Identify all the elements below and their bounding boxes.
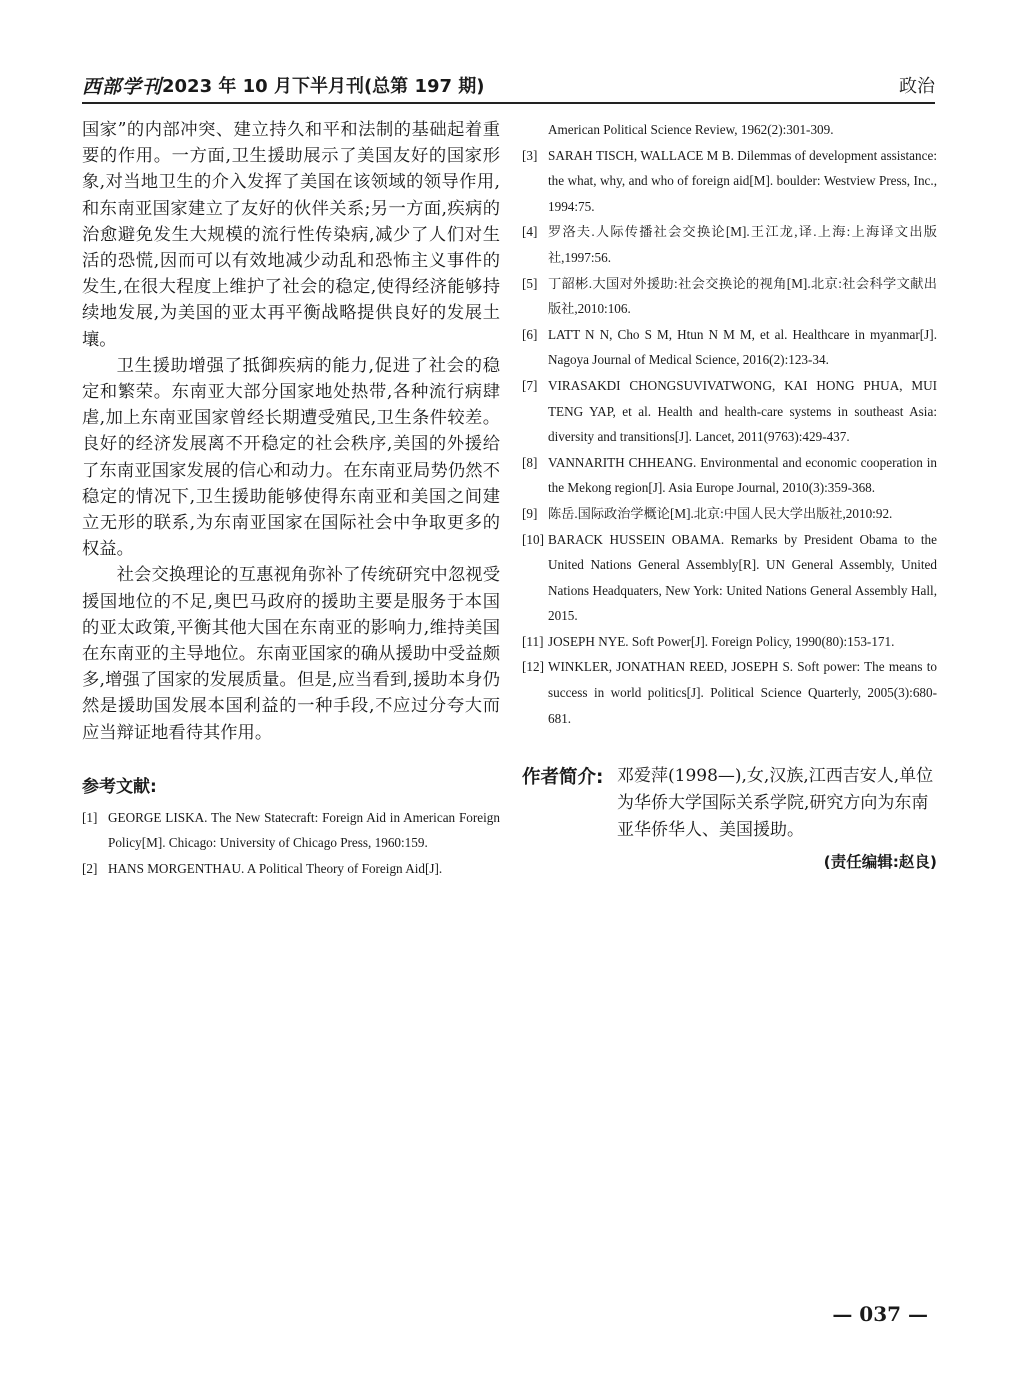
reference-number: [4] (522, 224, 538, 240)
reference-continuation (522, 117, 937, 143)
reference-item (522, 629, 937, 655)
reference-item (522, 654, 937, 731)
reference-text: HANS MORGENTHAU. A Political Theory of Foreign Aid[J]. (108, 861, 443, 877)
reference-number: [1] (82, 809, 98, 825)
journal-logo: 西部学刊 (82, 76, 163, 98)
reference-item (522, 271, 937, 322)
reference-number: [9] (522, 505, 538, 521)
reference-number: [10] (522, 531, 544, 547)
reference-number: [2] (82, 861, 98, 877)
reference-text: 罗洛夫.人际传播社会交换论[M].王江龙,译.上海:上海译文出版社,1997:56. (548, 224, 937, 265)
right-column (522, 117, 937, 872)
page-header (82, 70, 935, 104)
reference-item (522, 527, 937, 629)
reference-text: WINKLER, JONATHAN REED, JOSEPH S. Soft power: The means to success in world politics[J]. Political Science Quarterly, 2005(3):680-681. (548, 659, 937, 726)
reference-text: LATT N N, Cho S M, Htun N M M, et al. Healthcare in myanmar[J]. Nagoya Journal of Medical Science, 2016(2):123-34. (548, 326, 937, 368)
reference-number: [5] (522, 275, 538, 291)
reference-number: [8] (522, 454, 538, 470)
reference-number: [12] (522, 659, 544, 675)
body-paragraph: 国家”的内部冲突、建立持久和平和法制的基础起着重要的作用。一方面,卫生援助展示了美国友好的国家形象,对当地卫生的介入发挥了美国在该领域的领导作用,和东南亚国家建立了友好的伙伴关系;另一方面,疾病的治愈避免发生大规模的流行性传染病,减少了人们对生活的恐慌,因而可以有效地减少动乱和恐怖主义事件的发生,在很大程度上维护了社会的稳定,使得经济能够持续地发展,为美国的亚太再平衡战略提供良好的发展土壤。 (82, 120, 500, 350)
responsible-editor: (责任编辑:赵良) (823, 853, 937, 872)
reference-item (82, 805, 500, 856)
author-bio (522, 763, 937, 844)
reference-text: 丁韶彬.大国对外援助:社会交换论的视角[M].北京:社会科学文献出版社,2010:106. (548, 275, 937, 317)
body-paragraph: 社会交换理论的互惠视角弥补了传统研究中忽视受援国地位的不足,奥巴马政府的援助主要是服务于本国的亚太政策,平衡其他大国在东南亚的影响力,维持美国在东南亚的主导地位。东南亚国家的确从援助中受益颇多,增强了国家的发展质量。但是,应当看到,援助本身仍然是援助国发展本国利益的一种手段,不应过分夸大而应当辩证地看待其作用。 (82, 565, 500, 743)
author-bio-text: 邓爱萍(1998—),女,汉族,江西吉安人,单位为华侨大学国际关系学院,研究方向为东南亚华侨华人、美国援助。 (617, 766, 934, 841)
reference-number: [3] (522, 147, 538, 163)
reference-text: VANNARITH CHHEANG. Environmental and economic cooperation in the Mekong region[J]. Asia Europe Journal, 2010(3):359-368. (548, 454, 937, 496)
reference-item (522, 450, 937, 501)
reference-item (522, 322, 937, 373)
reference-item (82, 856, 500, 882)
left-column (82, 117, 500, 882)
author-bio-label: 作者简介: (522, 767, 604, 789)
reference-number: [6] (522, 326, 538, 342)
page-number: — 037 — (832, 1302, 928, 1326)
section-name: 政治 (899, 76, 935, 97)
reference-number: [11] (522, 633, 544, 649)
reference-text: American Political Science Review, 1962(2):301-309. (548, 122, 834, 137)
references-heading: 参考文献: (82, 776, 157, 797)
issue-info: 2023 年 10 月下半月刊(总第 197 期) (162, 76, 485, 97)
reference-text: JOSEPH NYE. Soft Power[J]. Foreign Policy, 1990(80):153-171. (548, 633, 895, 649)
reference-text: SARAH TISCH, WALLACE M B. Dilemmas of development assistance: the what, why, and who of foreign aid[M]. boulder: Westview Press, Inc., 1994:75. (548, 147, 937, 214)
reference-item (522, 501, 937, 527)
body-paragraph: 卫生援助增强了抵御疾病的能力,促进了社会的稳定和繁荣。东南亚大部分国家地处热带,各种流行病肆虐,加上东南亚国家曾经长期遭受殖民,卫生条件较差。良好的经济发展离不开稳定的社会秩序,美国的外援给了东南亚国家发展的信心和动力。在东南亚局势仍然不稳定的情况下,卫生援助能够使得东南亚和美国之间建立无形的联系,为东南亚国家在国际社会中争取更多的权益。 (82, 355, 500, 560)
reference-item (522, 219, 937, 270)
reference-number: [7] (522, 377, 538, 393)
reference-text: VIRASAKDI CHONGSUVIVATWONG, KAI HONG PHUA, MUI TENG YAP, et al. Health and health-care systems in southeast Asia: diversity and transitions[J]. Lancet, 2011(9763):429-437. (548, 377, 937, 445)
reference-item (522, 143, 937, 220)
reference-text: 陈岳.国际政治学概论[M].北京:中国人民大学出版社,2010:92. (548, 505, 893, 521)
reference-text: GEORGE LISKA. The New Statecraft: Foreign Aid in American Foreign Policy[M]. Chicago: University of Chicago Press, 1960:159. (108, 809, 500, 851)
reference-text: BARACK HUSSEIN OBAMA. Remarks by President Obama to the United Nations General Assembly[R]. UN General Assembly, United Nations Headquaters, New York: United Nations General Assembly Hall, 2015. (548, 531, 937, 624)
reference-item (522, 373, 937, 450)
